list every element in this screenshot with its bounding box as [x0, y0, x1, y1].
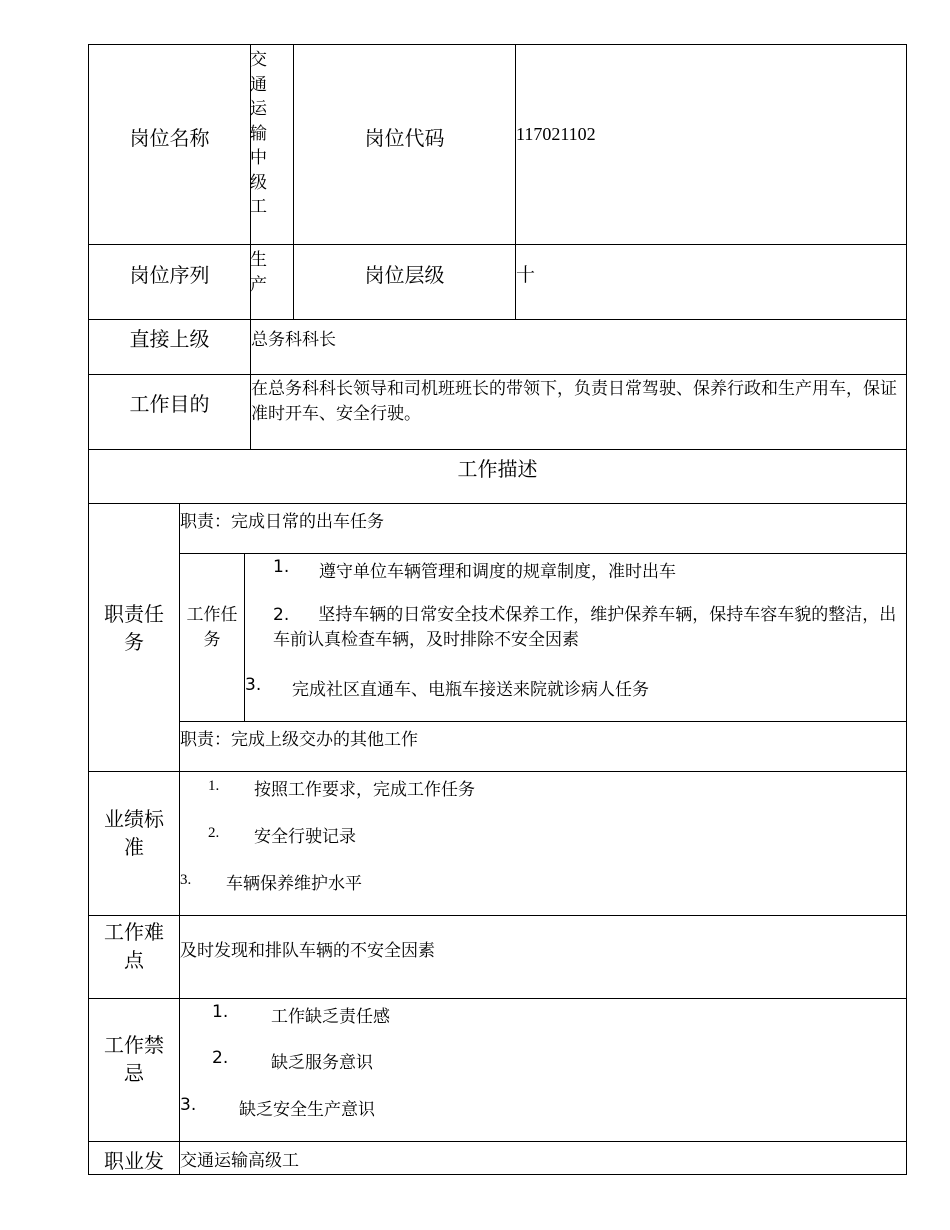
prohibitions-label: 工作禁忌	[104, 1033, 164, 1085]
rule	[88, 771, 907, 772]
performance-label: 业绩标准	[104, 807, 164, 859]
task-3-num: 3.	[245, 675, 262, 695]
rule	[179, 553, 907, 554]
rule	[88, 1141, 907, 1142]
rule	[244, 553, 245, 721]
rule	[88, 44, 907, 45]
rule	[88, 374, 907, 375]
task-2-text: 坚持车辆的日常安全技术保养工作，维护保养车辆，保持车容车貌的整洁，出车前认真检查车辆，及时排除不安全因素	[273, 605, 897, 650]
prohibition-1-text: 工作缺乏责任感	[271, 1007, 390, 1027]
rule	[88, 503, 907, 504]
duty-1: 职责：完成日常的出车任务	[180, 512, 384, 532]
rule	[88, 44, 89, 1175]
rule	[88, 998, 907, 999]
prohibition-1-num: 1.	[212, 1002, 229, 1022]
post-sequence-value: 生产	[250, 250, 267, 295]
rule	[88, 1174, 907, 1175]
rule	[179, 721, 907, 722]
performance-3-num: 3.	[180, 872, 192, 888]
performance-3-text: 车辆保养维护水平	[226, 874, 362, 894]
prohibition-2-num: 2.	[212, 1048, 229, 1068]
performance-2-text: 安全行驶记录	[254, 827, 356, 847]
superior-value: 总务科科长	[251, 330, 336, 350]
task-1-num: 1.	[273, 557, 290, 577]
task-2-num: 2.	[273, 605, 290, 625]
task-1-text: 遵守单位车辆管理和调度的规章制度，准时出车	[319, 562, 676, 582]
post-name-label: 岗位名称	[129, 126, 210, 150]
duties-label: 职责任务	[104, 602, 164, 654]
difficulty-text: 及时发现和排队车辆的不安全因素	[180, 941, 435, 961]
superior-label: 直接上级	[129, 327, 210, 351]
post-name-value: 交通运输中级工	[250, 50, 267, 217]
post-code-label: 岗位代码	[364, 126, 445, 150]
rule	[906, 44, 907, 1175]
task-3-text: 完成社区直通车、电瓶车接送来院就诊病人任务	[292, 680, 649, 700]
description-title: 工作描述	[457, 457, 538, 481]
rule	[88, 449, 907, 450]
career-label: 职业发	[104, 1149, 164, 1173]
prohibition-3-num: 3.	[180, 1095, 197, 1115]
purpose-value: 在总务科科长领导和司机班班长的带领下，负责日常驾驶、保养行政和生产用车，保证准时开车、安全行驶。	[251, 379, 897, 424]
rule	[88, 915, 907, 916]
prohibition-3-text: 缺乏安全生产意识	[239, 1100, 375, 1120]
duty-2: 职责：完成上级交办的其他工作	[180, 730, 418, 750]
rule	[88, 319, 907, 320]
post-level-value: 十	[516, 264, 536, 286]
post-code-value: 117021102	[516, 124, 596, 144]
difficulty-label: 工作难点	[104, 920, 164, 972]
prohibition-2-text: 缺乏服务意识	[271, 1053, 373, 1073]
career-text: 交通运输高级工	[180, 1151, 299, 1171]
purpose-label: 工作目的	[129, 392, 210, 416]
performance-1-text: 按照工作要求，完成工作任务	[254, 780, 475, 800]
performance-2-num: 2.	[208, 825, 220, 841]
post-level-label: 岗位层级	[364, 263, 445, 287]
tasks-label: 工作任务	[186, 605, 238, 650]
task-2	[273, 603, 903, 653]
post-sequence-label: 岗位序列	[129, 263, 210, 287]
rule	[88, 244, 907, 245]
performance-1-num: 1.	[208, 778, 220, 794]
